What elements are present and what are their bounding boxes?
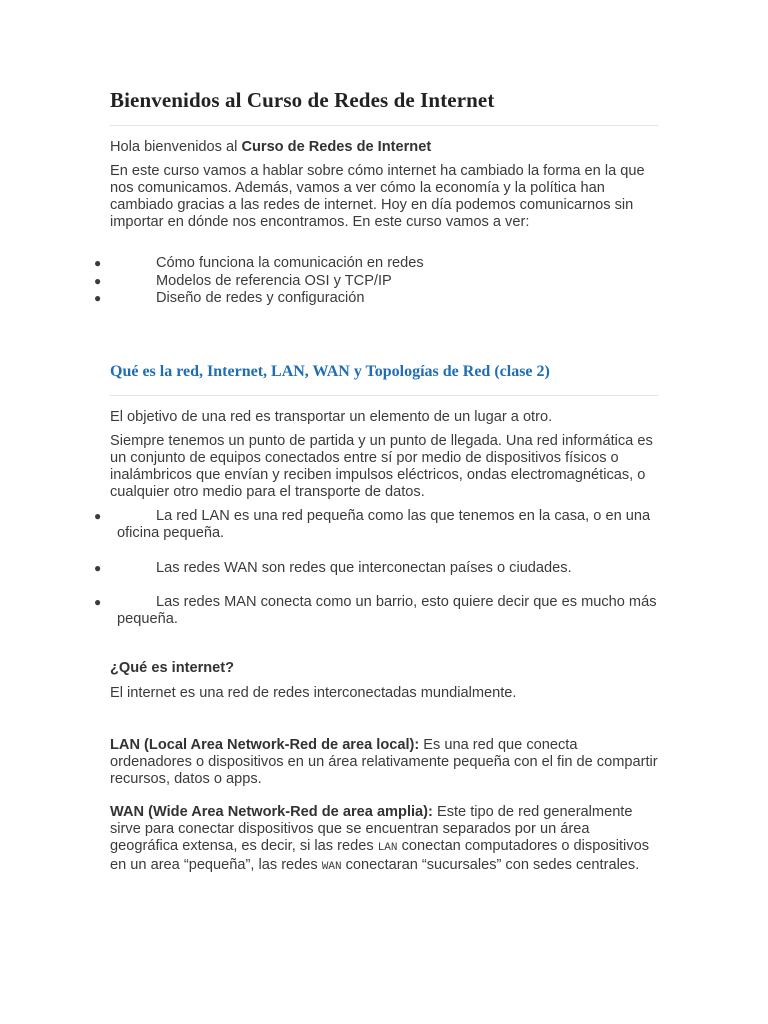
- list-item-text: Diseño de redes y configuración: [156, 290, 365, 306]
- internet-heading: ¿Qué es internet?: [110, 660, 235, 676]
- wan-term: WAN (Wide Area Network-Red de area amplia):: [110, 804, 433, 820]
- list-item: [94, 272, 658, 291]
- wan-definition: [110, 804, 658, 876]
- course-name: Curso de Redes de Internet: [241, 139, 432, 155]
- list-item: [94, 594, 657, 628]
- list-item: [94, 255, 658, 273]
- lan-term: LAN (Local Area Network-Red de area local):: [110, 737, 420, 753]
- title-divider: [110, 125, 658, 126]
- page-title: Bienvenidos al Curso de Redes de Internet: [110, 88, 495, 112]
- network-definition: Siempre tenemos un punto de partida y un punto de llegada. Una red informática es un conjunto de equipos conectados entre sí por medio de dispositivos físicos o inalámbricos que envían y reciben impulsos eléctricos, ondas electromagnéticas, o cualquier otro medio para el transporte de datos.: [110, 433, 653, 500]
- wan-text: Este tipo de red generalmente sirve para conectar dispositivos que se encuentran separados por un área geográfica extensa, es decir, si las redes: [110, 804, 633, 854]
- network-objective: El objetivo de una red es transportar un elemento de un lugar a otro.: [110, 409, 553, 425]
- bullet-icon: ●: [94, 256, 102, 270]
- bullet-icon: ●: [94, 509, 102, 523]
- network-types-list: [94, 594, 657, 628]
- list-item-text: Las redes MAN conecta como un barrio, esto quiere decir que es mucho más pequeña.: [117, 594, 657, 627]
- greeting: [110, 139, 658, 156]
- lan-definition: [110, 737, 658, 788]
- list-item: [94, 290, 658, 308]
- list-item-text: La red LAN es una red pequeña como las que tenemos en la casa, o en una oficina pequeña.: [117, 508, 651, 541]
- lan-code: LAN: [377, 842, 398, 854]
- network-types-list: [94, 508, 657, 542]
- intro-paragraph: En este curso vamos a hablar sobre cómo internet ha cambiado la forma en la que nos comunicamos. Además, vamos a ver cómo la economía y la política han cambiado gracias a las redes de internet. Hoy en día podemos comunicarnos sin importar en dónde nos encontramos. En este curso vamos a ver:: [110, 163, 645, 230]
- greeting-text: Hola bienvenidos al: [110, 139, 242, 155]
- lan-definition-text: Es una red que conecta ordenadores o dispositivos en un área relativamente pequeña con el fin de compartir recursos, datos o apps.: [110, 737, 658, 787]
- bullet-icon: ●: [94, 291, 102, 305]
- bullet-icon: ●: [94, 561, 102, 575]
- list-item-text: Modelos de referencia OSI y TCP/IP: [156, 272, 392, 289]
- wan-text: conectaran “sucursales” con sedes centrales.: [341, 857, 640, 873]
- section-divider: [110, 395, 658, 396]
- bullet-icon: ●: [94, 273, 102, 288]
- list-item: [94, 560, 657, 577]
- wan-text: conectan computadores o dispositivos en un area “pequeña”, las redes: [110, 838, 649, 873]
- network-types-list: [94, 560, 657, 577]
- list-item: [94, 508, 657, 542]
- wan-code: WAN: [321, 861, 342, 873]
- section-heading: Qué es la red, Internet, LAN, WAN y Topologías de Red (clase 2): [110, 363, 550, 380]
- topics-list: [94, 255, 658, 308]
- list-item-text: Cómo funciona la comunicación en redes: [156, 255, 424, 271]
- bullet-icon: ●: [94, 595, 102, 609]
- list-item-text: Las redes WAN son redes que interconectan países o ciudades.: [156, 560, 572, 576]
- internet-text: El internet es una red de redes interconectadas mundialmente.: [110, 685, 517, 701]
